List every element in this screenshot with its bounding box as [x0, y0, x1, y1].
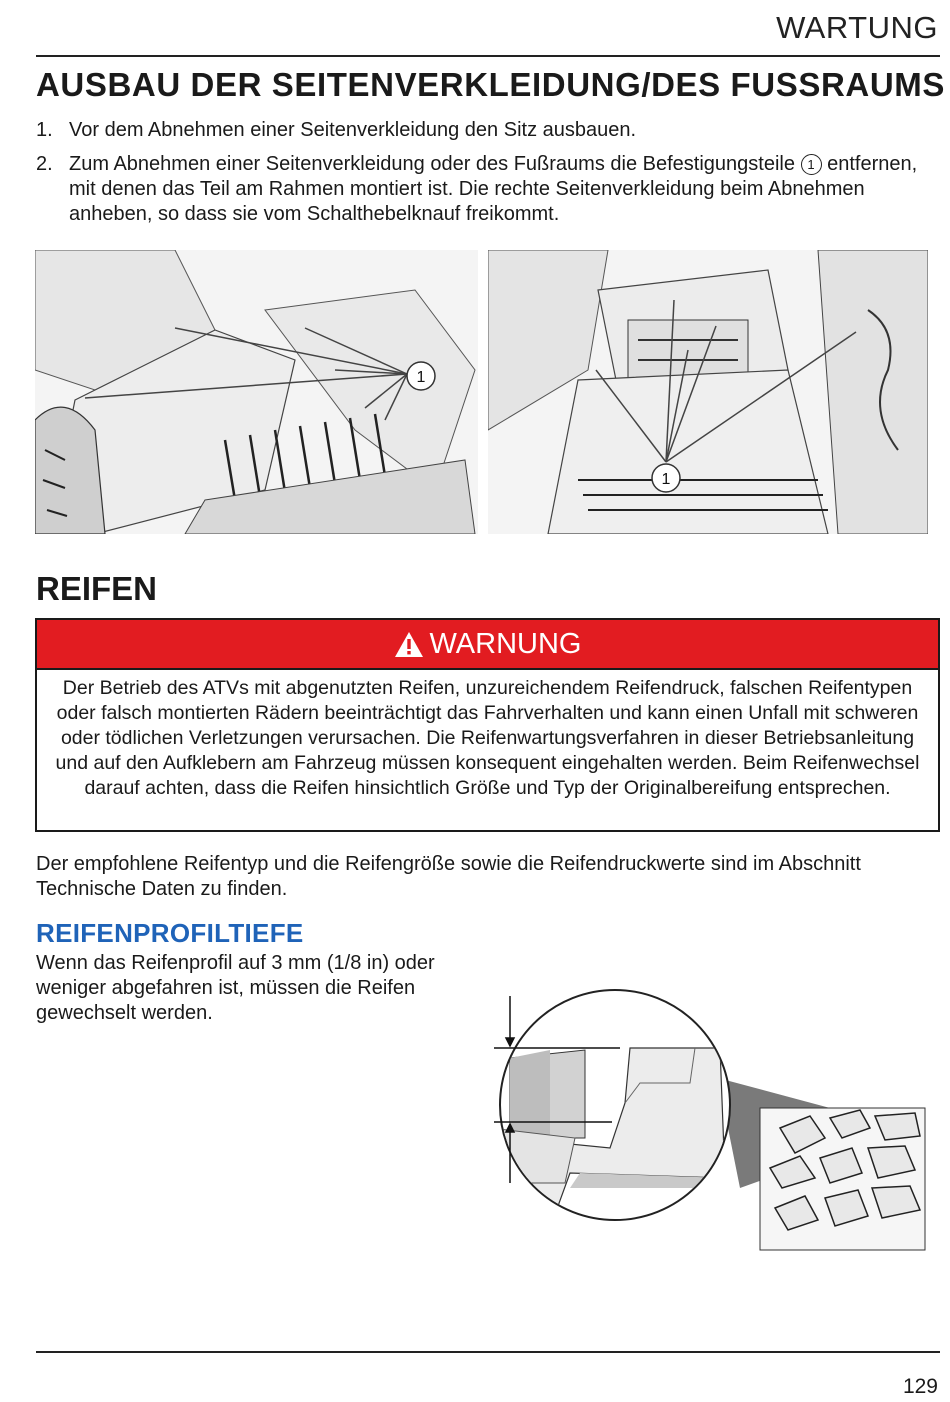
section-heading-reifen: REIFEN — [36, 570, 158, 607]
warning-header — [37, 620, 938, 670]
warning-text: Der Betrieb des ATVs mit abgenutzten Reifen, unzureichendem Reifendruck, falschen Reifentypen oder falsch montierten Rädern beeinträchtigt das Fahrverhalten und kann einen Unfall mit schweren oder tödlichen Verletzungen verursachen. Die Reifenwartungsverfahren in dieser Betriebsanleitung und auf den Aufklebern am Fahrzeug müssen konsequent eingehalten werden. Beim Reifenwechsel darauf achten, dass die Reifen hinsichtlich Größe und Typ der Originalbereifung entsprechen. — [55, 677, 920, 799]
tread-depth-text: Wenn das Reifenprofil auf 3 mm (1/8 in) oder weniger abgefahren ist, müssen die Reifen gewechselt werden. — [36, 952, 435, 1024]
callout-marker: 1 — [801, 154, 822, 175]
step-text-after: entfernen, mit denen das Teil am Rahmen montiert ist. Die rechte Seitenverkleidung beim Abnehmen anheben, so dass sie vom Schalthebelknauf freikommt. — [69, 153, 918, 225]
warning-label: WARNUNG — [429, 627, 582, 660]
figure-callout: 1 — [661, 471, 671, 488]
step-number: 1. — [36, 119, 53, 141]
step-text-before: Zum Abnehmen einer Seitenverkleidung oder des Fußraums die Befestigungsteile — [69, 153, 795, 175]
footer-divider — [36, 1351, 940, 1353]
tire-illustration — [760, 1108, 925, 1250]
step-number: 2. — [36, 153, 53, 175]
side-panel-photo-left — [35, 250, 478, 534]
tread-depth-diagram — [490, 988, 930, 1253]
page-number: 129 — [902, 1375, 938, 1398]
header-divider — [36, 55, 940, 57]
step-item — [36, 118, 926, 143]
step-text: Vor dem Abnehmen einer Seitenverkleidung den Sitz ausbauen. — [69, 119, 637, 141]
section-header: WARTUNG — [776, 10, 938, 45]
tire-intro-text: Der empfohlene Reifentyp und die Reifengröße sowie die Reifendruckwerte sind im Abschnitt Technische Daten zu finden. — [36, 853, 861, 900]
warning-box — [35, 618, 940, 832]
page-title: AUSBAU DER SEITENVERKLEIDUNG/DES FUSSRAUMS — [36, 66, 945, 103]
subheading-reifenprofiltiefe: REIFENPROFILTIEFE — [36, 918, 304, 948]
figure-callout: 1 — [416, 369, 426, 386]
step-text — [69, 152, 926, 227]
side-panel-photo-right — [488, 250, 928, 534]
step-item — [36, 152, 926, 227]
warning-triangle-icon — [394, 631, 424, 658]
